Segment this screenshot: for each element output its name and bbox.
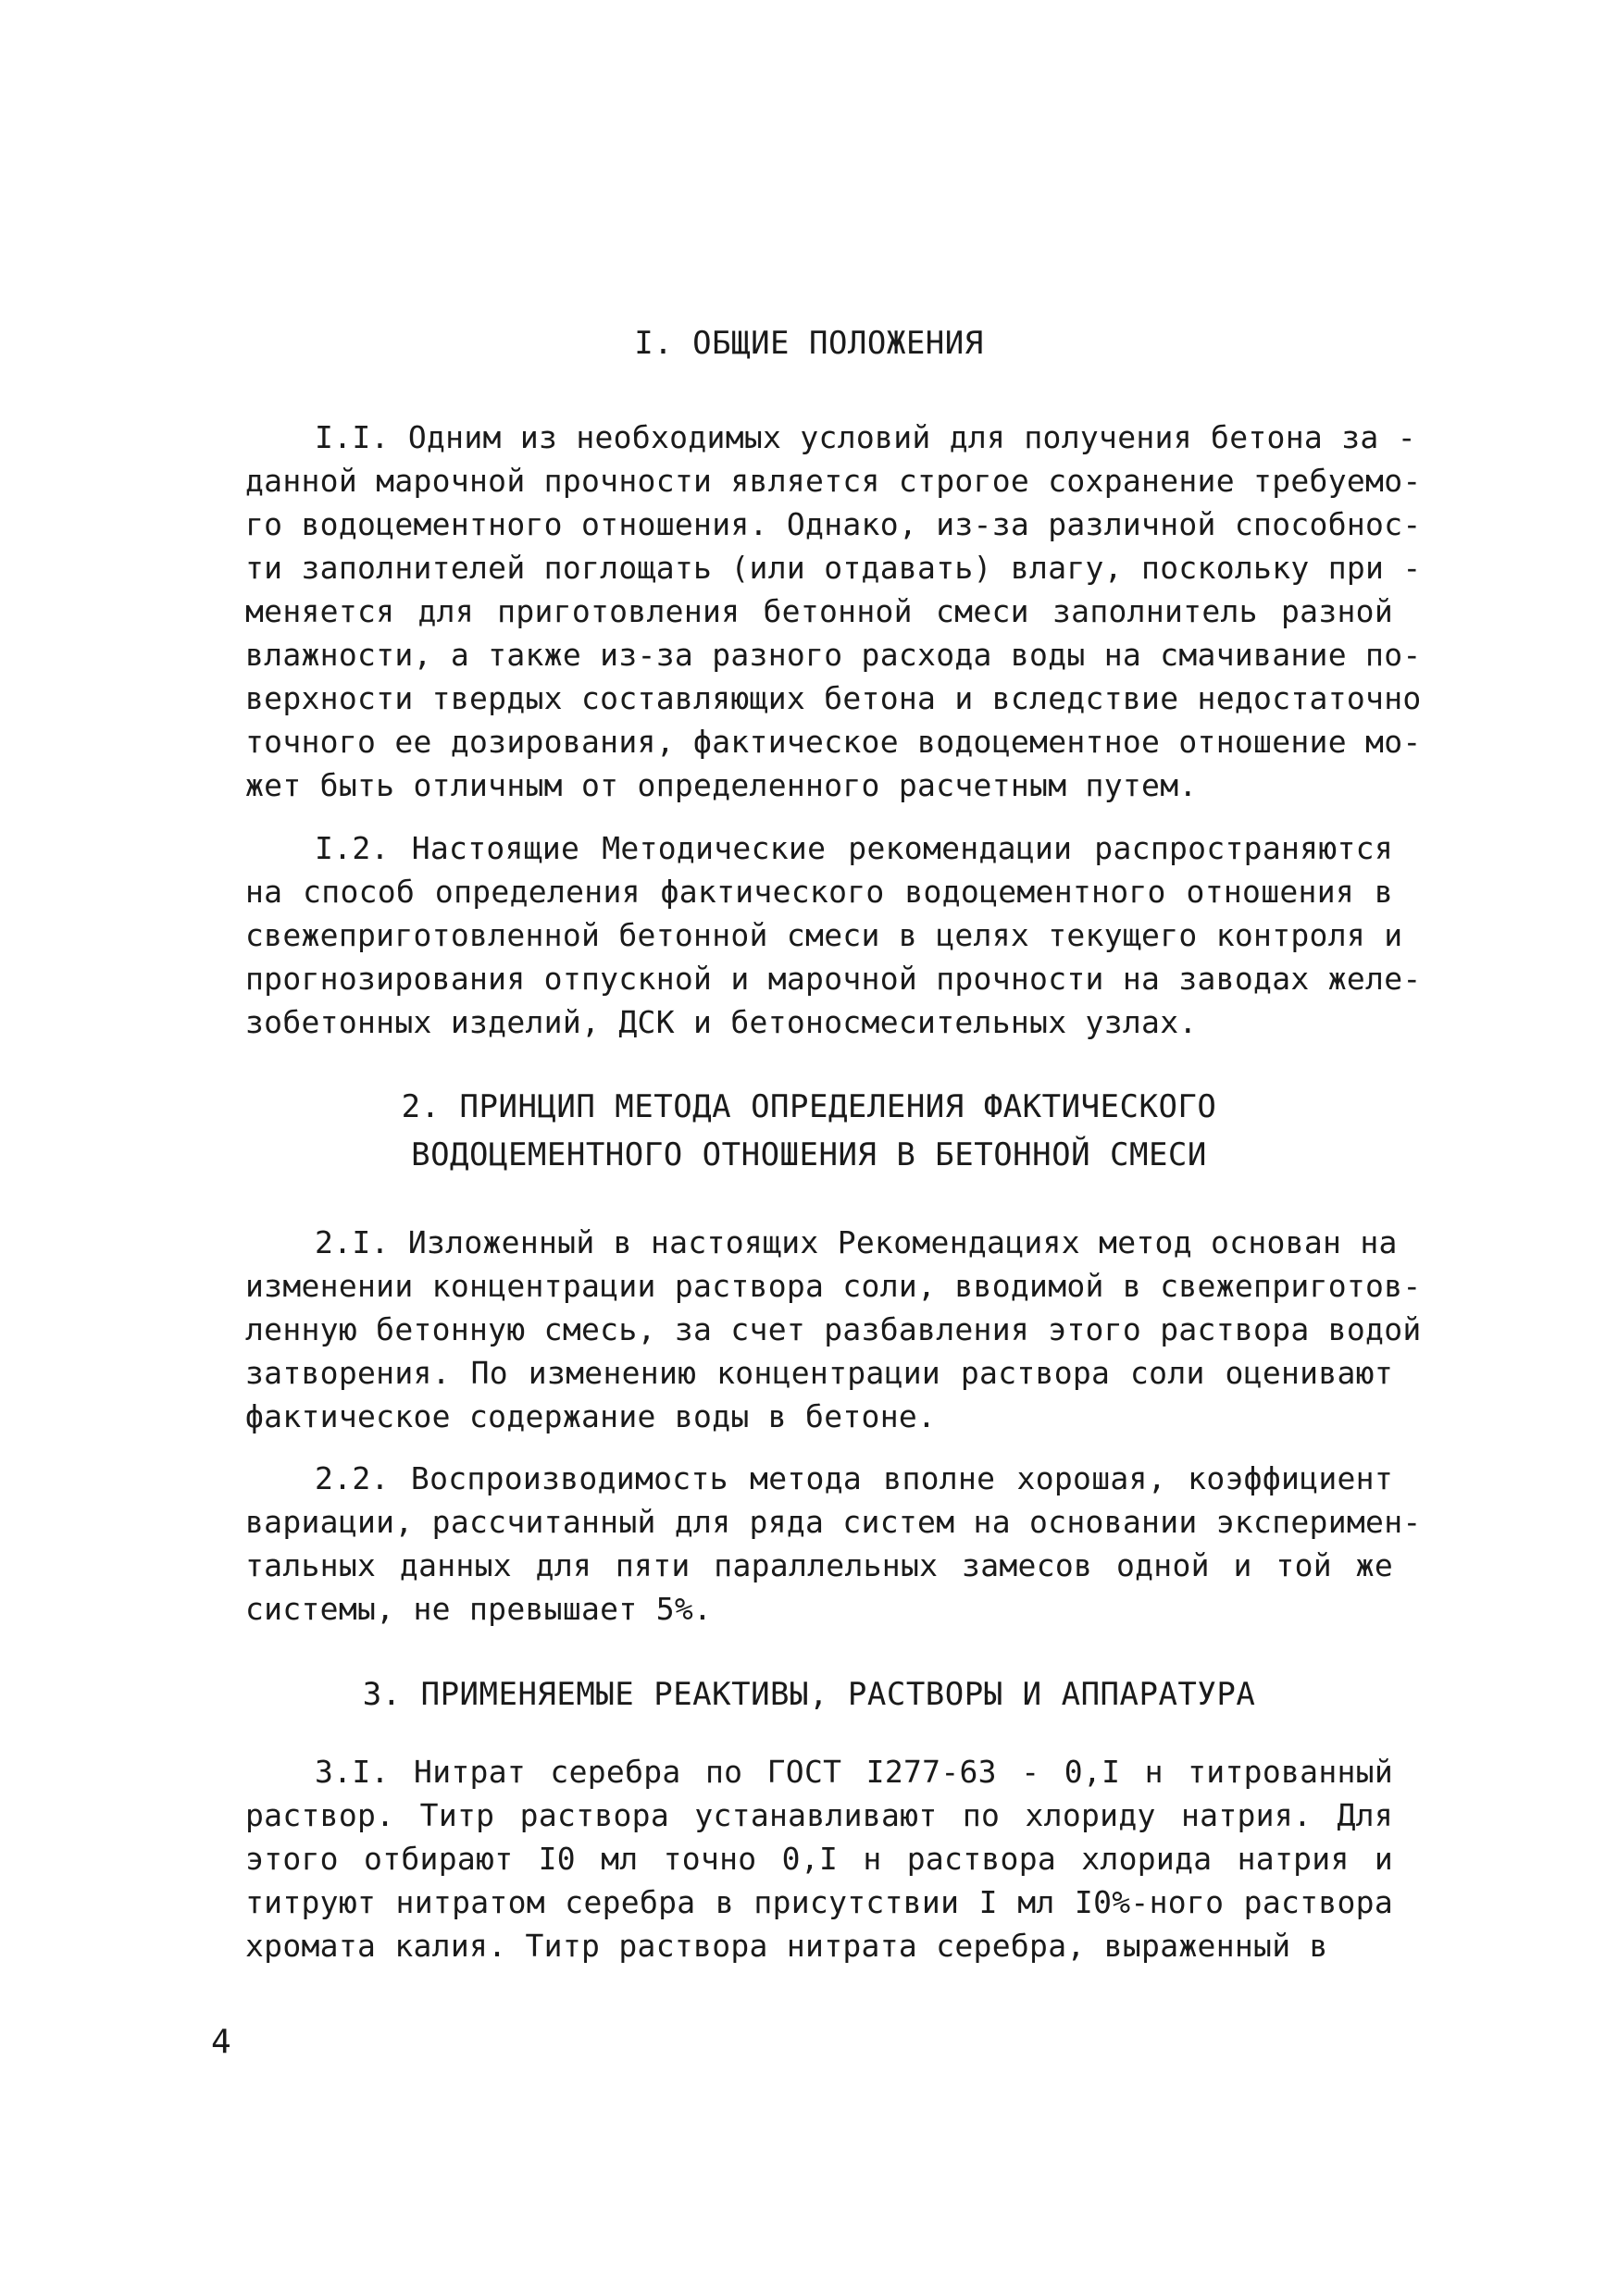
section-2-heading-line-2: ВОДОЦЕМЕНТНОГО ОТНОШЕНИЯ В БЕТОННОЙ СМЕСИ [411,1136,1207,1173]
paragraph-1-2-line: прогнозирования отпускной и марочной прочности на заводах желе- [245,961,1422,997]
page-number: 4 [211,2023,231,2061]
section-3-heading: 3. ПРИМЕНЯЕМЫЕ РЕАКТИВЫ, РАСТВОРЫ И АППАРАТУРА [362,1676,1256,1713]
paragraph-1-1-line: жет быть отличным от определенного расчетным путем. [245,767,1198,803]
paragraph-1-1-line: го водоцементного отношения. Однако, из-за различной способнос- [245,506,1422,542]
paragraph-1-1-line: ти заполнителей поглощать (или отдавать) влагу, поскольку при - [245,550,1422,586]
paragraph-3-1-line: этого отбирают I0 мл точно 0,I н раствора хлорида натрия и [245,1841,1393,1877]
paragraph-1-2-line: свежеприготовленной бетонной смеси в целях текущего контроля и [245,917,1403,953]
paragraph-1-2-line: I.2. Настоящие Методические рекомендации распространяются [315,830,1393,866]
paragraph-2-2-line: вариации, рассчитанный для ряда систем на основании эксперимен- [245,1504,1422,1540]
paragraph-3-1-line: хромата калия. Титр раствора нитрата серебра, выраженный в [245,1928,1328,1964]
section-1-heading: I. ОБЩИЕ ПОЛОЖЕНИЯ [634,325,984,362]
section-2-heading: 2. ПРИНЦИП МЕТОДА ОПРЕДЕЛЕНИЯ ФАКТИЧЕСКОГО [401,1088,1217,1125]
paragraph-1-2-line: зобетонных изделий, ДСК и бетоносмесительных узлах. [245,1004,1198,1040]
paragraph-2-1-line: затворения. По изменению концентрации раствора соли оценивают [245,1355,1393,1391]
paragraph-2-1-line: изменении концентрации раствора соли, вводимой в свежеприготов- [245,1268,1422,1304]
paragraph-1-2-line: на способ определения фактического водоцементного отношения в [245,874,1393,910]
paragraph-2-1-line: ленную бетонную смесь, за счет разбавления этого раствора водой [245,1311,1422,1347]
paragraph-3-1-line: раствор. Титр раствора устанавливают по хлориду натрия. Для [245,1797,1393,1833]
paragraph-1-1-line: данной марочной прочности является строгое сохранение требуемо- [245,463,1422,499]
paragraph-1-1-line: верхности твердых составляющих бетона и вследствие недостаточно [245,680,1422,716]
paragraph-2-1-line: 2.I. Изложенный в настоящих Рекомендациях метод основан на [315,1224,1398,1260]
paragraph-3-1-line: 3.I. Нитрат серебра по ГОСТ I277-63 - 0,I н титрованный [315,1754,1393,1790]
paragraph-3-1-line: титруют нитратом серебра в присутствии I мл I0%-ного раствора [245,1884,1393,1920]
paragraph-1-1-line: точного ее дозирования, фактическое водоцементное отношение мо- [245,724,1422,760]
paragraph-2-2-line: 2.2. Воспроизводимость метода вполне хорошая, коэффициент [315,1460,1393,1496]
paragraph-1-1-line: I.I. Одним из необходимых условий для получения бетона за - [315,419,1416,455]
paragraph-2-2-line: системы, не превышает 5%. [245,1591,713,1627]
paragraph-2-1-line: фактическое содержание воды в бетоне. [245,1398,937,1434]
paragraph-2-2-line: тальных данных для пяти параллельных замесов одной и той же [245,1547,1393,1583]
paragraph-1-1-line: меняется для приготовления бетонной смеси заполнитель разной [245,593,1393,629]
paragraph-1-1-line: влажности, а также из-за разного расхода воды на смачивание по- [245,637,1422,673]
